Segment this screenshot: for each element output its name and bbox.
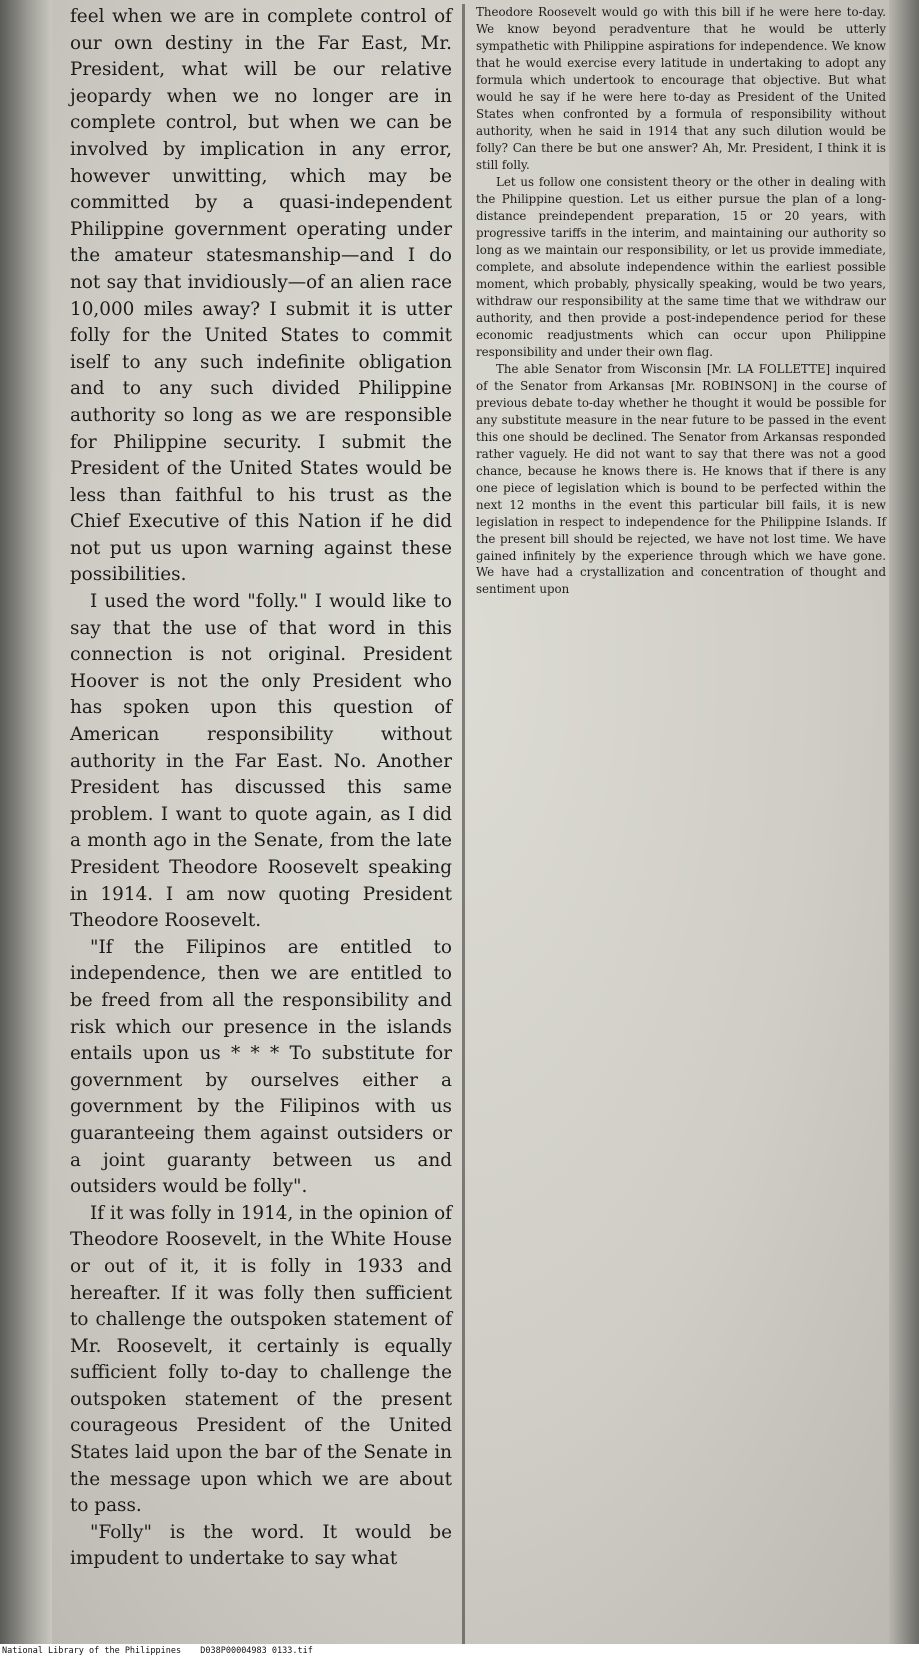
right-column bbox=[468, 4, 892, 598]
right-paragraph-3: The able Senator from Wisconsin [Mr. LA FOLLETTE] inquired of the Senator from Arkansas [Mr. ROBINSON] in the course of previous debate to-day whether he thought it would be possible for any substitute measure in the near future to be passed in the event this one should be declined. The Senator from Arkansas responded rather vaguely. He did not want to say that there was not a good chance, because he knows there is. He knows that if there is any one piece of legislation which is bound to be perfected within the next 12 months in the event this particular bill fails, it is new legislation in respect to independence for the Philippine Islands. If the present bill should be rejected, we have not lost time. We have gained infinitely by the experience through which we have gone. We have had a crystallization and concentration of thought and sentiment upon bbox=[476, 361, 886, 597]
left-paragraph-1: feel when we are in complete control of our own destiny in the Far East, Mr. President, what will be our relative jeopardy when we no longer are in complete control, but when we can be involved by implication in any error, however unwitting, which may be committed by a quasi-independent Philippine government operating under the amateur statesmanship—and I do not say that invidiously—of an alien race 10,000 miles away? I submit it is utter folly for the United States to commit iself to any such indefinite obligation and to any such divided Philippine authority so long as we are responsible for Philippine security. I submit the President of the United States would be less than faithful to his trust as the Chief Executive of this Nation if he did not put us upon warning against these possibilities. bbox=[70, 6, 452, 586]
right-paragraph-2: Let us follow one consistent theory or the other in dealing with the Philippine question. Let us either pursue the plan of a long-distance preindependent preparation, 15 or 20 years, with progressive tariffs in the interim, and maintaining our authority so long as we maintain our responsibility, or let us provide immediate, complete, and absolute independence within the earliest possible moment, which probably, physically speaking, would be two years, withdraw our responsibility at the same time that we withdraw our authority, and then provide a post-independence period for these economic readjustments which can occur upon Philippine responsibility and under their own flag. bbox=[476, 174, 886, 359]
footer-library-name: National Library of the Philippines bbox=[2, 1646, 182, 1656]
left-paragraph-4: If it was folly in 1914, in the opinion of Theodore Roosevelt, in the White House or out of it, it is folly in 1933 and hereafter. If it was folly then sufficient to challenge the outspoken statement of Mr. Roosevelt, it certainly is equally sufficient folly to-day to challenge the outspoken statement of the present courageous President of the United States laid upon the bar of the Senate in the message upon which we are about to pass. bbox=[70, 1202, 452, 1517]
scan-footer bbox=[0, 1644, 919, 1658]
scan-shadow-right bbox=[889, 0, 919, 1658]
left-paragraph-3: "If the Filipinos are entitled to independence, then we are entitled to be freed from all the responsibility and risk which our presence in the islands entails upon us * * * To substitute for government by ourselves either a government by the Filipinos with us guaranteeing them against outsiders or a joint guaranty between us and outsiders would be folly". bbox=[70, 936, 452, 1198]
left-paragraph-2: I used the word "folly." I would like to say that the use of that word in this connection is not original. President Hoover is not the only President who has spoken upon this question of American responsibility without authority in the Far East. No. Another President has discussed this same problem. I want to quote again, as I did a month ago in the Senate, from the late President Theodore Roosevelt speaking in 1914. I am now quoting President Theodore Roosevelt. bbox=[70, 591, 452, 932]
right-paragraph-1: Theodore Roosevelt would go with this bill if he were here to-day. We know beyond peradventure that he would be utterly sympathetic with Philippine aspirations for independence. We know that he would exercise every latitude in undertaking to adopt any formula which undertook to encourage that objective. But what would he say if he were here to-day as President of the United States when confronted by a formula of responsibility without authority, when he said in 1914 that any such dilution would be folly? Can there be but one answer? Ah, Mr. President, I think it is still folly. bbox=[476, 5, 886, 172]
left-paragraph-5: "Folly" is the word. It would be impudent to undertake to say what bbox=[70, 1521, 452, 1570]
left-column bbox=[66, 4, 458, 1573]
footer-file-id: D038P00004983 0133.tif bbox=[200, 1646, 313, 1656]
scan-shadow-left bbox=[0, 0, 52, 1658]
